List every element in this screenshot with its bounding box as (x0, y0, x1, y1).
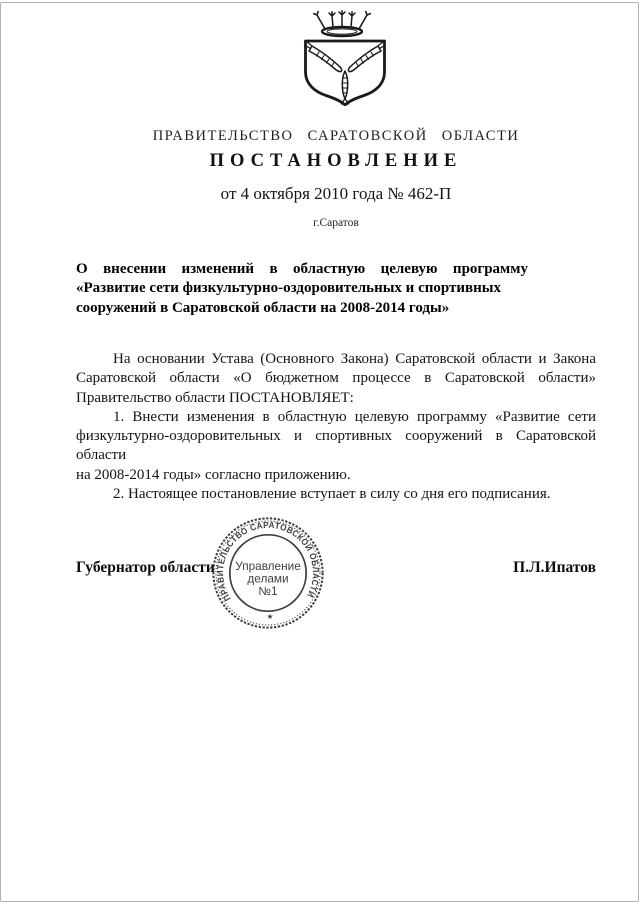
stamp-center-line-1: Управление (235, 560, 301, 574)
signature-row (76, 559, 596, 577)
stamp-ring-text: ПРАВИТЕЛЬСТВО САРАТОВСКОЙ ОБЛАСТИ (215, 519, 322, 603)
body-line: Правительство области ПОСТАНОВЛЯЕТ: (76, 389, 354, 406)
title-line: «Развитие сети физкультурно-оздоровительных и спортивных (76, 280, 501, 297)
official-stamp (210, 515, 326, 631)
title-line: сооружений в Саратовской области на 2008-2014 годы» (76, 299, 450, 316)
city-line: г.Саратов (313, 217, 359, 229)
decree-title (76, 260, 528, 318)
crown-icon (314, 11, 370, 36)
signatory-name: П.Л.Ипатов (513, 559, 596, 576)
org-name: ПРАВИТЕЛЬСТВО САРАТОВСКОЙ ОБЛАСТИ (152, 128, 520, 144)
body-line: 1. Внести изменения в областную целевую программу «Развитие сети (113, 408, 596, 425)
stamp-center-line-3: №1 (258, 585, 278, 599)
stamp-star-icon: ★ (266, 612, 274, 621)
decree-body (76, 350, 596, 504)
document-type: ПОСТАНОВЛЕНИЕ (209, 151, 463, 171)
date-number-line: от 4 октября 2010 года № 462-П (220, 184, 452, 203)
body-line: физкультурно-оздоровительных и спортивных сооружений в Саратовской области (76, 428, 596, 464)
body-line: 2. Настоящее постановление вступает в силу со дня его подписания. (113, 486, 551, 503)
coat-of-arms-icon (302, 10, 386, 106)
body-line: На основании Устава (Основного Закона) Саратовской области и Закона (113, 351, 596, 367)
body-line: на 2008-2014 годы» согласно приложению. (76, 466, 351, 483)
document-page (0, 2, 639, 902)
title-line: О внесении изменений в областную целевую программу (76, 261, 528, 277)
stamp-center-line-2: делами (247, 572, 289, 586)
body-line: Саратовской области «О бюджетном процессе в Саратовской области» (76, 370, 596, 387)
signatory-position: Губернатор области (76, 559, 215, 576)
